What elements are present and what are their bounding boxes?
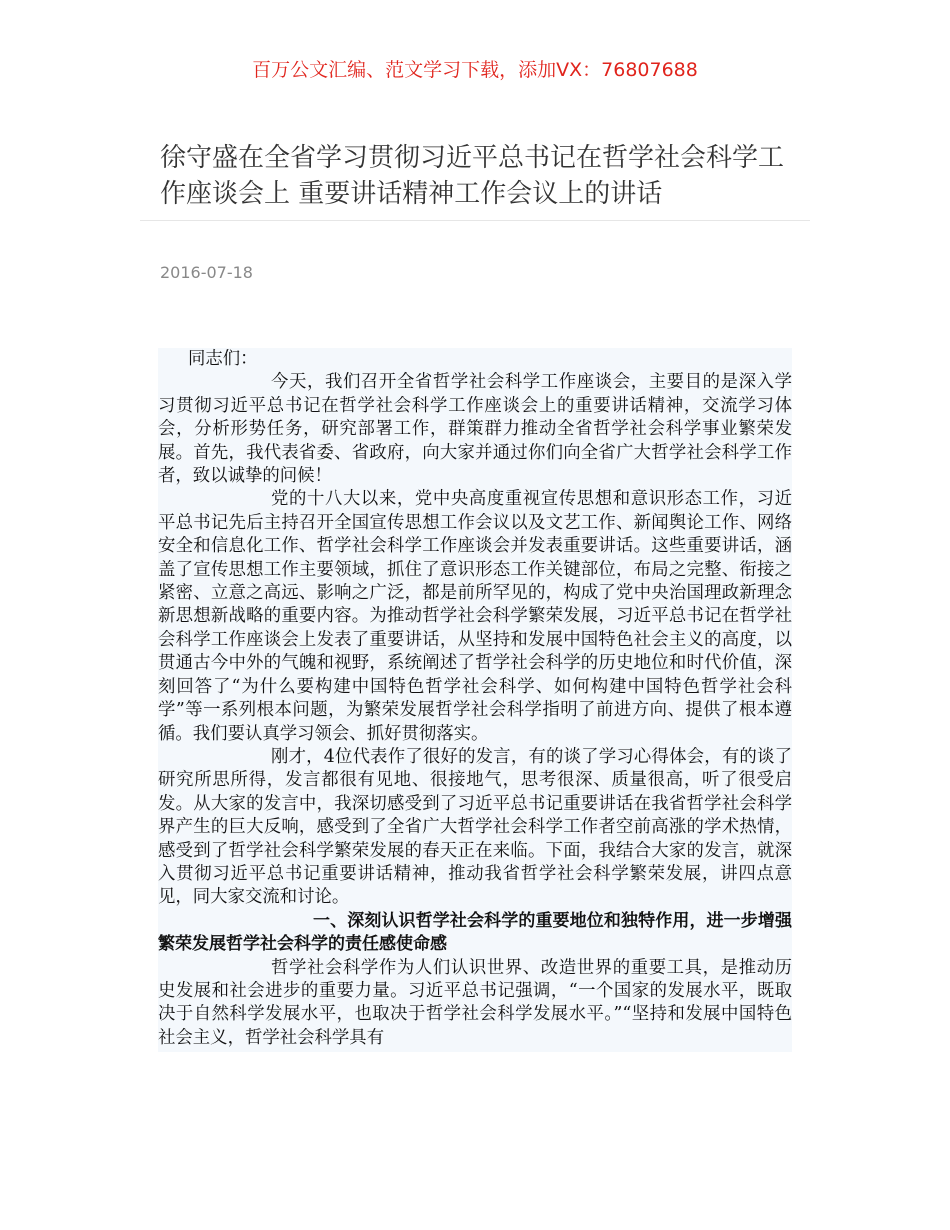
paragraph-1: 今天，我们召开全省哲学社会科学工作座谈会，主要目的是深入学习贯彻习近平总书记在哲学社会科学工作座谈会上的重要讲话精神，交流学习体会，分析形势任务，研究部署工作，群策群力推动全省哲学社会科学事业繁荣发展。首先，我代表省委、省政府，向大家并通过你们向全省广大哲学社会科学工作者，致以诚挚的问候！ bbox=[158, 372, 792, 487]
publish-date: 2016-07-18 bbox=[160, 263, 253, 282]
paragraph-3: 刚才，4位代表作了很好的发言，有的谈了学习心得体会，有的谈了研究所思所得，发言都很有见地、很接地气，思考很深、质量很高，听了很受启发。从大家的发言中，我深切感受到了习近平总书记重要讲话在我省哲学社会科学界产生的巨大反响，感受到了全省广大哲学社会科学工作者空前高涨的学术热情，感受到了哲学社会科学繁荣发展的春天正在来临。下面，我结合大家的发言，就深入贯彻习近平总书记重要讲话精神，推动我省哲学社会科学繁荣发展，讲四点意见，同大家交流和讨论。 bbox=[158, 746, 792, 908]
title-divider bbox=[140, 220, 810, 221]
paragraph-2: 党的十八大以来，党中央高度重视宣传思想和意识形态工作，习近平总书记先后主持召开全国宣传思想工作会议以及文艺工作、新闻舆论工作、网络安全和信息化工作、哲学社会科学工作座谈会并发表重要讲话。这些重要讲话，涵盖了宣传思想工作主要领域，抓住了意识形态工作关键部位，布局之完整、衔接之紧密、立意之高远、影响之广泛，都是前所罕见的，构成了党中央治国理政新理念新思想新战略的重要内容。为推动哲学社会科学繁荣发展，习近平总书记在哲学社会科学工作座谈会上发表了重要讲话，从坚持和发展中国特色社会主义的高度，以贯通古今中外的气魄和视野，系统阐述了哲学社会科学的历史地位和时代价值，深刻回答了“为什么要构建中国特色哲学社会科学、如何构建中国特色哲学社会科学”等一系列根本问题，为繁荣发展哲学社会科学指明了前进方向、提供了根本遵循。我们要认真学习领会、抓好贯彻落实。 bbox=[158, 489, 792, 744]
page-title: 徐守盛在全省学习贯彻习近平总书记在哲学社会科学工作座谈会上 重要讲话精神工作会议上的讲话 bbox=[160, 143, 785, 209]
paragraph-4: 哲学社会科学作为人们认识世界、改造世界的重要工具，是推动历史发展和社会进步的重要力量。习近平总书记强调，“一个国家的发展水平，既取决于自然科学发展水平，也取决于哲学社会科学发展水平。”“坚持和发展中国特色社会主义，哲学社会科学具有 bbox=[158, 957, 792, 1048]
section-heading-1: 一、深刻认识哲学社会科学的重要地位和独特作用，进一步增强繁荣发展哲学社会科学的责任感使命感 bbox=[158, 910, 792, 955]
promo-banner: 百万公文汇编、范文学习下载，添加VX：76807688 bbox=[252, 59, 698, 81]
article-body bbox=[158, 348, 792, 1052]
greeting: 同志们： bbox=[188, 349, 258, 369]
